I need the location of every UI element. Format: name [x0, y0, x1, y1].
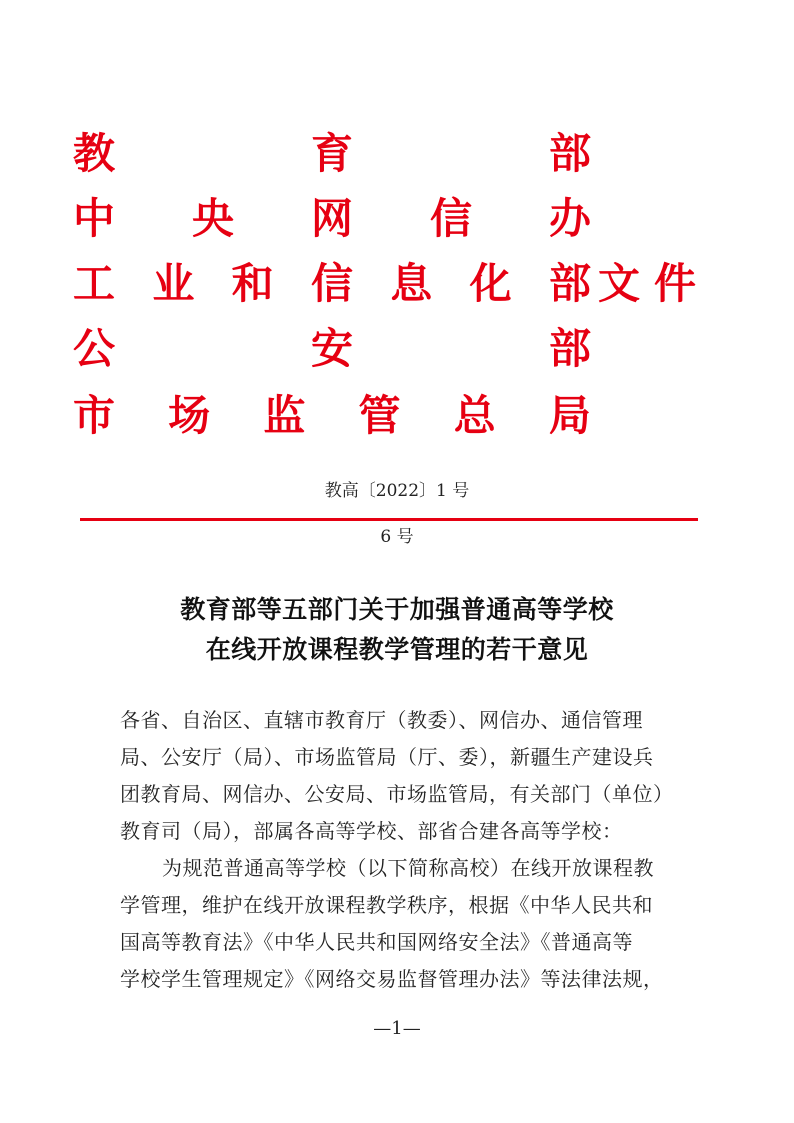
agency-char: 办: [548, 194, 591, 243]
doc-number-primary: 教高〔2022〕1 号: [324, 481, 470, 501]
agency-char: 市: [72, 391, 115, 440]
body-line: 国高等教育法》《中华人民共和国网络安全法》《普通高等: [120, 930, 633, 954]
agency-char: 工: [72, 259, 115, 308]
agency-char: 公: [72, 324, 115, 373]
agency-char: 信: [310, 259, 353, 308]
agency-char: 安: [310, 324, 353, 373]
agency-char: 育: [310, 129, 353, 178]
red-divider: [80, 518, 698, 521]
agency-char: 化: [469, 259, 512, 308]
title-line-2: 在线开放课程教学管理的若干意见: [205, 635, 589, 664]
body-line: 局、公安厅（局）、市场监管局（厅、委），新疆生产建设兵: [120, 745, 654, 769]
body-line: 学管理，维护在线开放课程教学秩序，根据《中华人民共和: [120, 893, 653, 917]
agency-char: 部: [548, 324, 591, 373]
document-type-label: 文件: [598, 259, 711, 308]
page-number: —1—: [373, 1018, 421, 1039]
agency-char: 总: [453, 391, 496, 440]
agency-char: 局: [548, 391, 591, 440]
agency-char: 场: [168, 391, 211, 440]
body-line: 各省、自治区、直辖市教育厅（教委）、网信办、通信管理: [120, 708, 643, 732]
agency-char: 央: [191, 194, 234, 243]
body-line: 学校学生管理规定》《网络交易监督管理办法》等法律法规，: [120, 967, 664, 991]
agency-char: 部: [548, 129, 591, 178]
agency-row-1: [72, 128, 592, 180]
doc-number-secondary: 6 号: [380, 527, 414, 547]
agency-row-2: [72, 193, 592, 245]
agency-row-4: [72, 323, 592, 375]
title-line-1: 教育部等五部门关于加强普通高等学校: [180, 595, 614, 624]
body-line: 教育司（局），部属各高等学校、部省合建各高等学校：: [120, 819, 623, 843]
agency-char: 管: [358, 391, 401, 440]
agency-row-5: [72, 390, 592, 442]
agency-row-3: [72, 258, 592, 310]
agency-char: 信: [429, 194, 472, 243]
agency-char: 和: [231, 259, 274, 308]
body-line: 为规范普通高等学校（以下简称高校）在线开放课程教: [162, 856, 654, 880]
agency-char: 息: [390, 259, 433, 308]
agency-char: 监: [263, 391, 306, 440]
agency-char: 网: [310, 194, 353, 243]
agency-char: 中: [72, 194, 115, 243]
body-line: 团教育局、网信办、公安局、市场监管局，有关部门（单位）: [120, 782, 674, 806]
agency-char: 部: [548, 259, 591, 308]
agency-char: 教: [72, 129, 115, 178]
agency-char: 业: [152, 259, 195, 308]
